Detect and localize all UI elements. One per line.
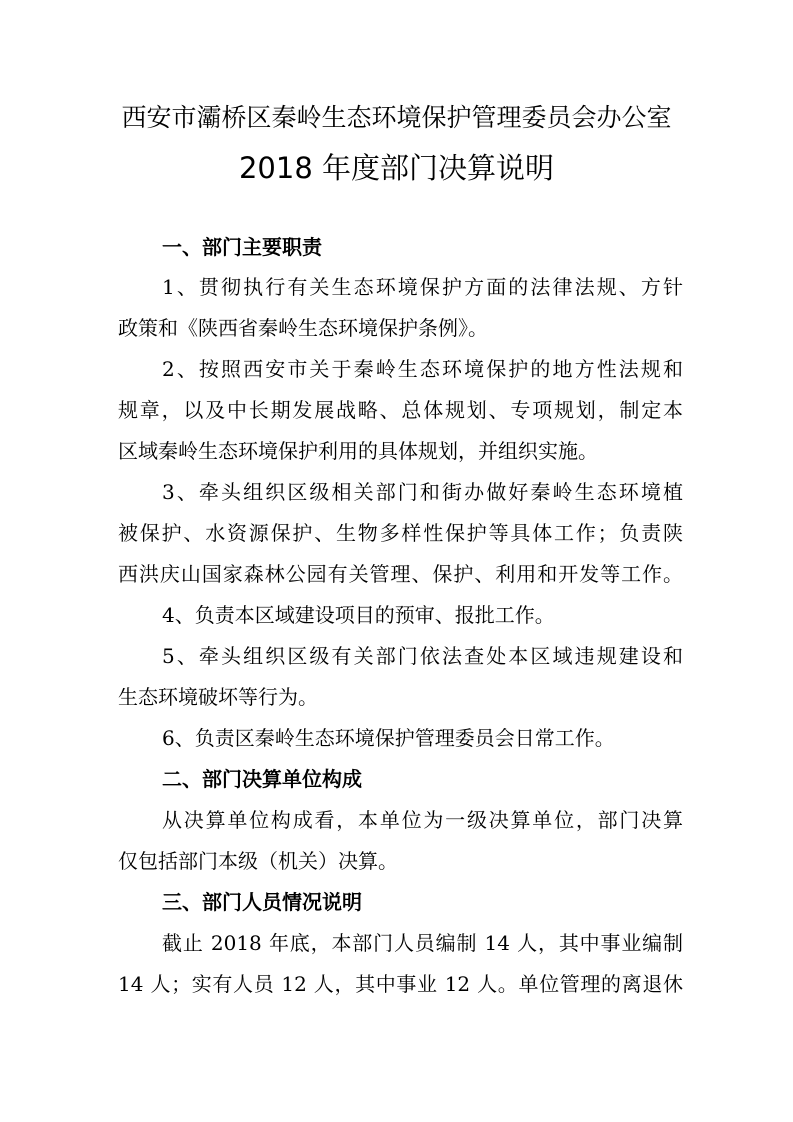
duty-5-line-1: 5、牵头组织区级有关部门依法查处本区域违规建设和 [162,644,683,668]
duty-4-line-1: 4、负责本区域建设项目的预审、报批工作。 [162,603,555,627]
staff-line-1: 截止 2018 年底，本部门人员编制 14 人，其中事业编制 [162,931,683,955]
duty-1-line-1: 1、贯彻执行有关生态环境保护方面的法律法规、方针 [162,275,683,299]
duty-3-line-2: 被保护、水资源保护、生物多样性保护等具体工作；负责陕 [118,521,683,545]
staff-line-2: 14 人；实有人员 12 人，其中事业 12 人。单位管理的离退休 [118,972,683,996]
unit-composition-line-1: 从决算单位构成看，本单位为一级决算单位，部门决算 [162,808,683,832]
section-heading-main-duties: 一、部门主要职责 [162,235,322,259]
duty-5-line-2: 生态环境破坏等行为。 [118,685,318,709]
unit-composition-line-2: 仅包括部门本级（机关）决算。 [118,849,398,873]
duty-2-line-1: 2、按照西安市关于秦岭生态环境保护的地方性法规和 [162,357,683,381]
duty-3-line-3: 西洪庆山国家森林公园有关管理、保护、利用和开发等工作。 [118,562,683,586]
document-title-report: 2018 年度部门决算说明 [238,151,555,185]
section-heading-staff: 三、部门人员情况说明 [162,890,362,914]
document-title-organization: 西安市灞桥区秦岭生态环境保护管理委员会办公室 [121,103,672,132]
duty-1-line-2: 政策和《陕西省秦岭生态环境保护条例》。 [118,316,488,340]
duty-2-line-2: 规章，以及中长期发展战略、总体规划、专项规划，制定本 [118,398,683,422]
section-heading-unit-composition: 二、部门决算单位构成 [162,767,362,791]
duty-2-line-3: 区域秦岭生态环境保护利用的具体规划，并组织实施。 [118,439,598,463]
duty-3-line-1: 3、牵头组织区级相关部门和街办做好秦岭生态环境植 [162,480,683,504]
duty-6-line-1: 6、负责区秦岭生态环境保护管理委员会日常工作。 [162,726,615,750]
